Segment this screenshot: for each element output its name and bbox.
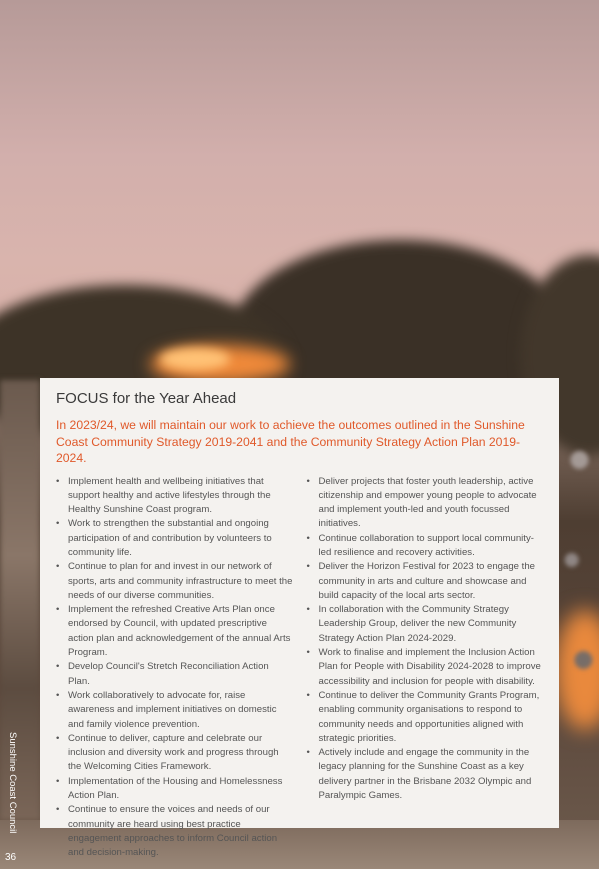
list-item: • Implement the refreshed Creative Arts Plan once endorsed by Council, with updated prescriptive action plan and acknowledgement of the annual Arts Program. <box>56 603 293 660</box>
crowd-blur <box>560 380 599 780</box>
list-item: • Continue collaboration to support local community-led resilience and recovery activities. <box>307 532 544 561</box>
list-item: • Develop Council's Stretch Reconciliation Action Plan. <box>56 660 293 689</box>
list-item: • Work collaboratively to advocate for, raise awareness and implement initiatives on domestic and family violence prevention. <box>56 689 293 732</box>
panel-intro: In 2023/24, we will maintain our work to achieve the outcomes outlined in the Sunshine Coast Community Strategy 2019-2041 and the Community Strategy Action Plan 2019-2024. <box>56 418 525 465</box>
list-item: • Implementation of the Housing and Homelessness Action Plan. <box>56 775 293 804</box>
list-item: • Continue to deliver, capture and celebrate our inclusion and diversity work and progress through the Welcoming Cities Framework. <box>56 732 293 775</box>
list-item: • Actively include and engage the community in the legacy planning for the Sunshine Coast as a key delivery partner in the Brisbane 2032 Olympic and Paralympic Games. <box>307 746 544 803</box>
list-item: • In collaboration with the Community Strategy Leadership Group, deliver the new Community Strategy Action Plan 2024-2029. <box>307 603 544 646</box>
list-item: • Work to strengthen the substantial and ongoing participation of and contribution by volunteers to community life. <box>56 517 293 560</box>
list-item: • Continue to ensure the voices and needs of our community are heard using best practice engagement approaches to inform Council action and decision-making. <box>56 803 293 860</box>
page-number: 36 <box>5 852 17 863</box>
list-item: • Deliver the Horizon Festival for 2023 to engage the community in arts and culture and showcase and build capacity of the local arts sector. <box>307 560 544 603</box>
fire-glow <box>160 348 230 370</box>
list-item: • Deliver projects that foster youth leadership, active citizenship and empower young people to advocate and implement youth-led and youth focussed initiatives. <box>307 475 544 532</box>
left-column <box>56 475 293 861</box>
panel-heading: FOCUS for the Year Ahead <box>56 390 237 407</box>
right-column <box>307 475 544 861</box>
list-item: • Implement health and wellbeing initiatives that support healthy and active lifestyles through the Healthy Sunshine Coast program. <box>56 475 293 518</box>
organisation-name: Sunshine Coast Council <box>7 732 18 834</box>
list-item: • Work to finalise and implement the Inclusion Action Plan for People with Disability 2024-2028 to improve accessibility and inclusion for people with disability. <box>307 646 544 689</box>
focus-panel <box>40 378 559 859</box>
list-item: • Continue to plan for and invest in our network of sports, arts and community infrastructure to meet the needs of our diverse communities. <box>56 560 293 603</box>
list-item: • Continue to deliver the Community Grants Program, enabling community organisations to respond to community needs and opportunities aligned with strategic priorities. <box>307 689 544 746</box>
bullet-columns <box>56 475 543 861</box>
